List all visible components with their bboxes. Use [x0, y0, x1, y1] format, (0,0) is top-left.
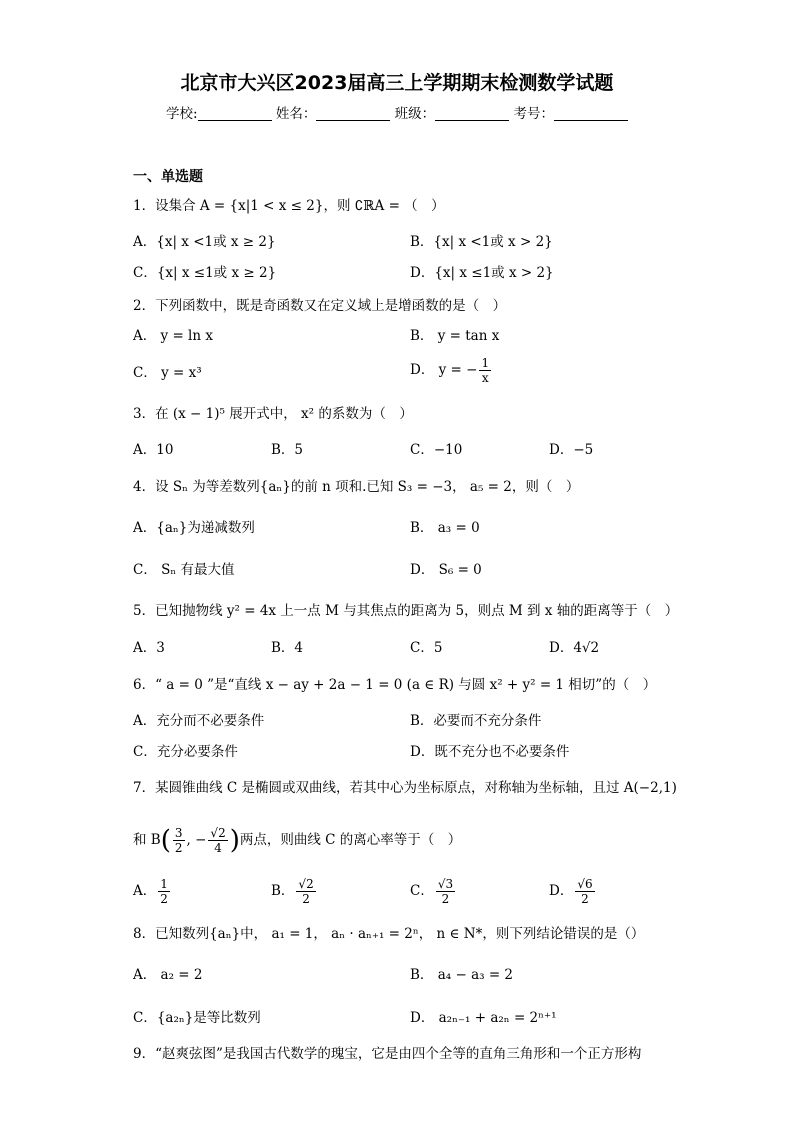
question-2-option-d-fraction	[479, 356, 491, 385]
question-7-stem-suffix: 两点，则曲线 C 的离心率等于（ ）	[239, 832, 462, 848]
question-8-stem: 8．已知数列{aₙ}中， a₁ = 1， aₙ · aₙ₊₁ = 2ⁿ， n ∈ N*，则下列结论错误的是（）	[133, 926, 645, 942]
question-1-option-a: A．{x| x <1或 x ≥ 2}	[133, 234, 276, 250]
question-7-stem-line-2	[133, 820, 461, 861]
question-4-option-b: B． a₃ = 0	[410, 520, 480, 536]
fraction-denominator: 4	[214, 841, 222, 855]
question-9-stem: 9．“赵爽弦图”是我国古代数学的瑰宝，它是由四个全等的直角三角形和一个正方形构	[133, 1046, 642, 1062]
question-8-option-c: C．{a₂ₙ}是等比数列	[133, 1010, 261, 1026]
class-label: 班级：	[394, 106, 436, 122]
school-label: 学校:	[166, 106, 198, 122]
question-7-option-d	[549, 877, 597, 906]
question-7-fraction-2	[208, 826, 227, 855]
fraction-numerator: √2	[210, 826, 226, 840]
question-4-option-d: D． S₆ = 0	[410, 562, 482, 578]
left-paren: (	[160, 825, 171, 856]
page-title: 北京市大兴区2023届高三上学期期末检测数学试题	[180, 72, 614, 94]
question-8-option-a: A． a₂ = 2	[133, 967, 203, 983]
question-3-option-a: A．10	[133, 442, 174, 458]
question-6-option-b: B．必要而不充分条件	[410, 713, 542, 729]
fraction-numerator: 3	[174, 826, 183, 840]
option-fraction	[158, 877, 170, 906]
question-3-stem: 3．在 (x − 1)⁵ 展开式中， x² 的系数为（ ）	[133, 406, 413, 422]
fraction-numerator: √6	[577, 877, 593, 891]
fraction-denominator: x	[481, 371, 489, 385]
question-7-option-b	[271, 877, 318, 906]
question-7-option-a	[133, 877, 172, 906]
fraction-numerator: √2	[298, 877, 314, 891]
question-5-stem: 5．已知抛物线 y² = 4x 上一点 M 与其焦点的距离为 5，则点 M 到 x 轴的距离等于（ ）	[133, 603, 679, 619]
class-blank[interactable]	[435, 106, 509, 121]
option-label: C．	[410, 883, 434, 899]
question-2-option-a: A． y = ln x	[133, 328, 213, 344]
question-8-option-b: B． a₄ − a₃ = 2	[410, 967, 514, 983]
number-label: 考号：	[513, 106, 554, 122]
fraction-numerator: √3	[437, 877, 454, 891]
question-6-option-d: D．既不充分也不必要条件	[410, 744, 570, 760]
question-7-separator: , −	[186, 832, 207, 848]
question-7-stem-line-1: 7．某圆锥曲线 C 是椭圆或双曲线，若其中心为坐标原点，对称轴为坐标轴，且过 A(−2,1)	[133, 780, 677, 796]
question-3-option-d: D．−5	[549, 442, 594, 458]
question-3-option-b: B．5	[271, 442, 304, 458]
option-label: B．	[271, 883, 295, 899]
question-2-option-d-prefix: D． y = −	[410, 362, 478, 378]
right-paren: )	[229, 825, 240, 856]
name-label: 姓名：	[275, 106, 317, 122]
question-2-stem: 2．下列函数中，既是奇函数又在定义域上是增函数的是（ ）	[133, 298, 507, 314]
question-6-option-c: C．充分必要条件	[133, 744, 238, 760]
question-1-option-b: B．{x| x <1或 x > 2}	[410, 234, 553, 250]
question-1-stem: 1．设集合 A = {x|1 < x ≤ 2}，则 ∁ℝA = （ ）	[133, 198, 445, 214]
question-4-stem: 4．设 Sₙ 为等差数列{aₙ}的前 n 项和.已知 S₃ = −3， a₅ = 2，则（ ）	[133, 479, 580, 495]
question-7-fraction-1	[173, 826, 185, 855]
question-1-option-d: D．{x| x ≤1或 x > 2}	[410, 265, 554, 281]
question-5-option-a: A．3	[133, 640, 165, 656]
question-3-option-c: C．−10	[410, 442, 463, 458]
question-8-option-d: D． a₂ₙ₋₁ + a₂ₙ = 2ⁿ⁺¹	[410, 1010, 557, 1026]
fraction-denominator: 2	[441, 892, 450, 906]
student-info-line	[0, 102, 794, 122]
name-blank[interactable]	[316, 106, 390, 121]
question-2-option-d	[410, 356, 493, 385]
fraction-numerator: 1	[160, 877, 168, 891]
fraction-denominator: 2	[302, 892, 310, 906]
question-1-option-c: C．{x| x ≤1或 x ≥ 2}	[133, 265, 277, 281]
fraction-denominator: 2	[174, 841, 183, 855]
option-label: D．	[549, 883, 574, 899]
fraction-numerator: 1	[481, 356, 490, 370]
question-6-option-a: A．充分而不必要条件	[133, 713, 265, 729]
school-blank[interactable]	[198, 106, 272, 121]
option-fraction	[436, 877, 455, 906]
question-2-option-b: B． y = tan x	[410, 328, 500, 344]
question-7-option-c	[410, 877, 457, 906]
question-5-option-d: D．4√2	[549, 640, 600, 656]
question-7-point-b-label: 和 B	[133, 832, 161, 848]
option-fraction	[296, 877, 315, 906]
number-blank[interactable]	[554, 106, 628, 121]
question-4-option-c: C． Sₙ 有最大值	[133, 562, 235, 578]
question-6-stem: 6．“ a = 0 ”是“直线 x − ay + 2a − 1 = 0 (a ∈ R) 与圆 x² + y² = 1 相切”的（ ）	[133, 677, 657, 693]
fraction-denominator: 2	[581, 892, 589, 906]
question-5-option-b: B．4	[271, 640, 304, 656]
option-fraction	[575, 877, 594, 906]
question-4-option-a: A．{aₙ}为递减数列	[133, 520, 255, 536]
question-2-option-c: C． y = x³	[133, 365, 202, 381]
fraction-denominator: 2	[160, 892, 168, 906]
section-heading: 一、单选题	[133, 169, 203, 185]
option-label: A．	[133, 883, 157, 899]
question-5-option-c: C．5	[410, 640, 443, 656]
